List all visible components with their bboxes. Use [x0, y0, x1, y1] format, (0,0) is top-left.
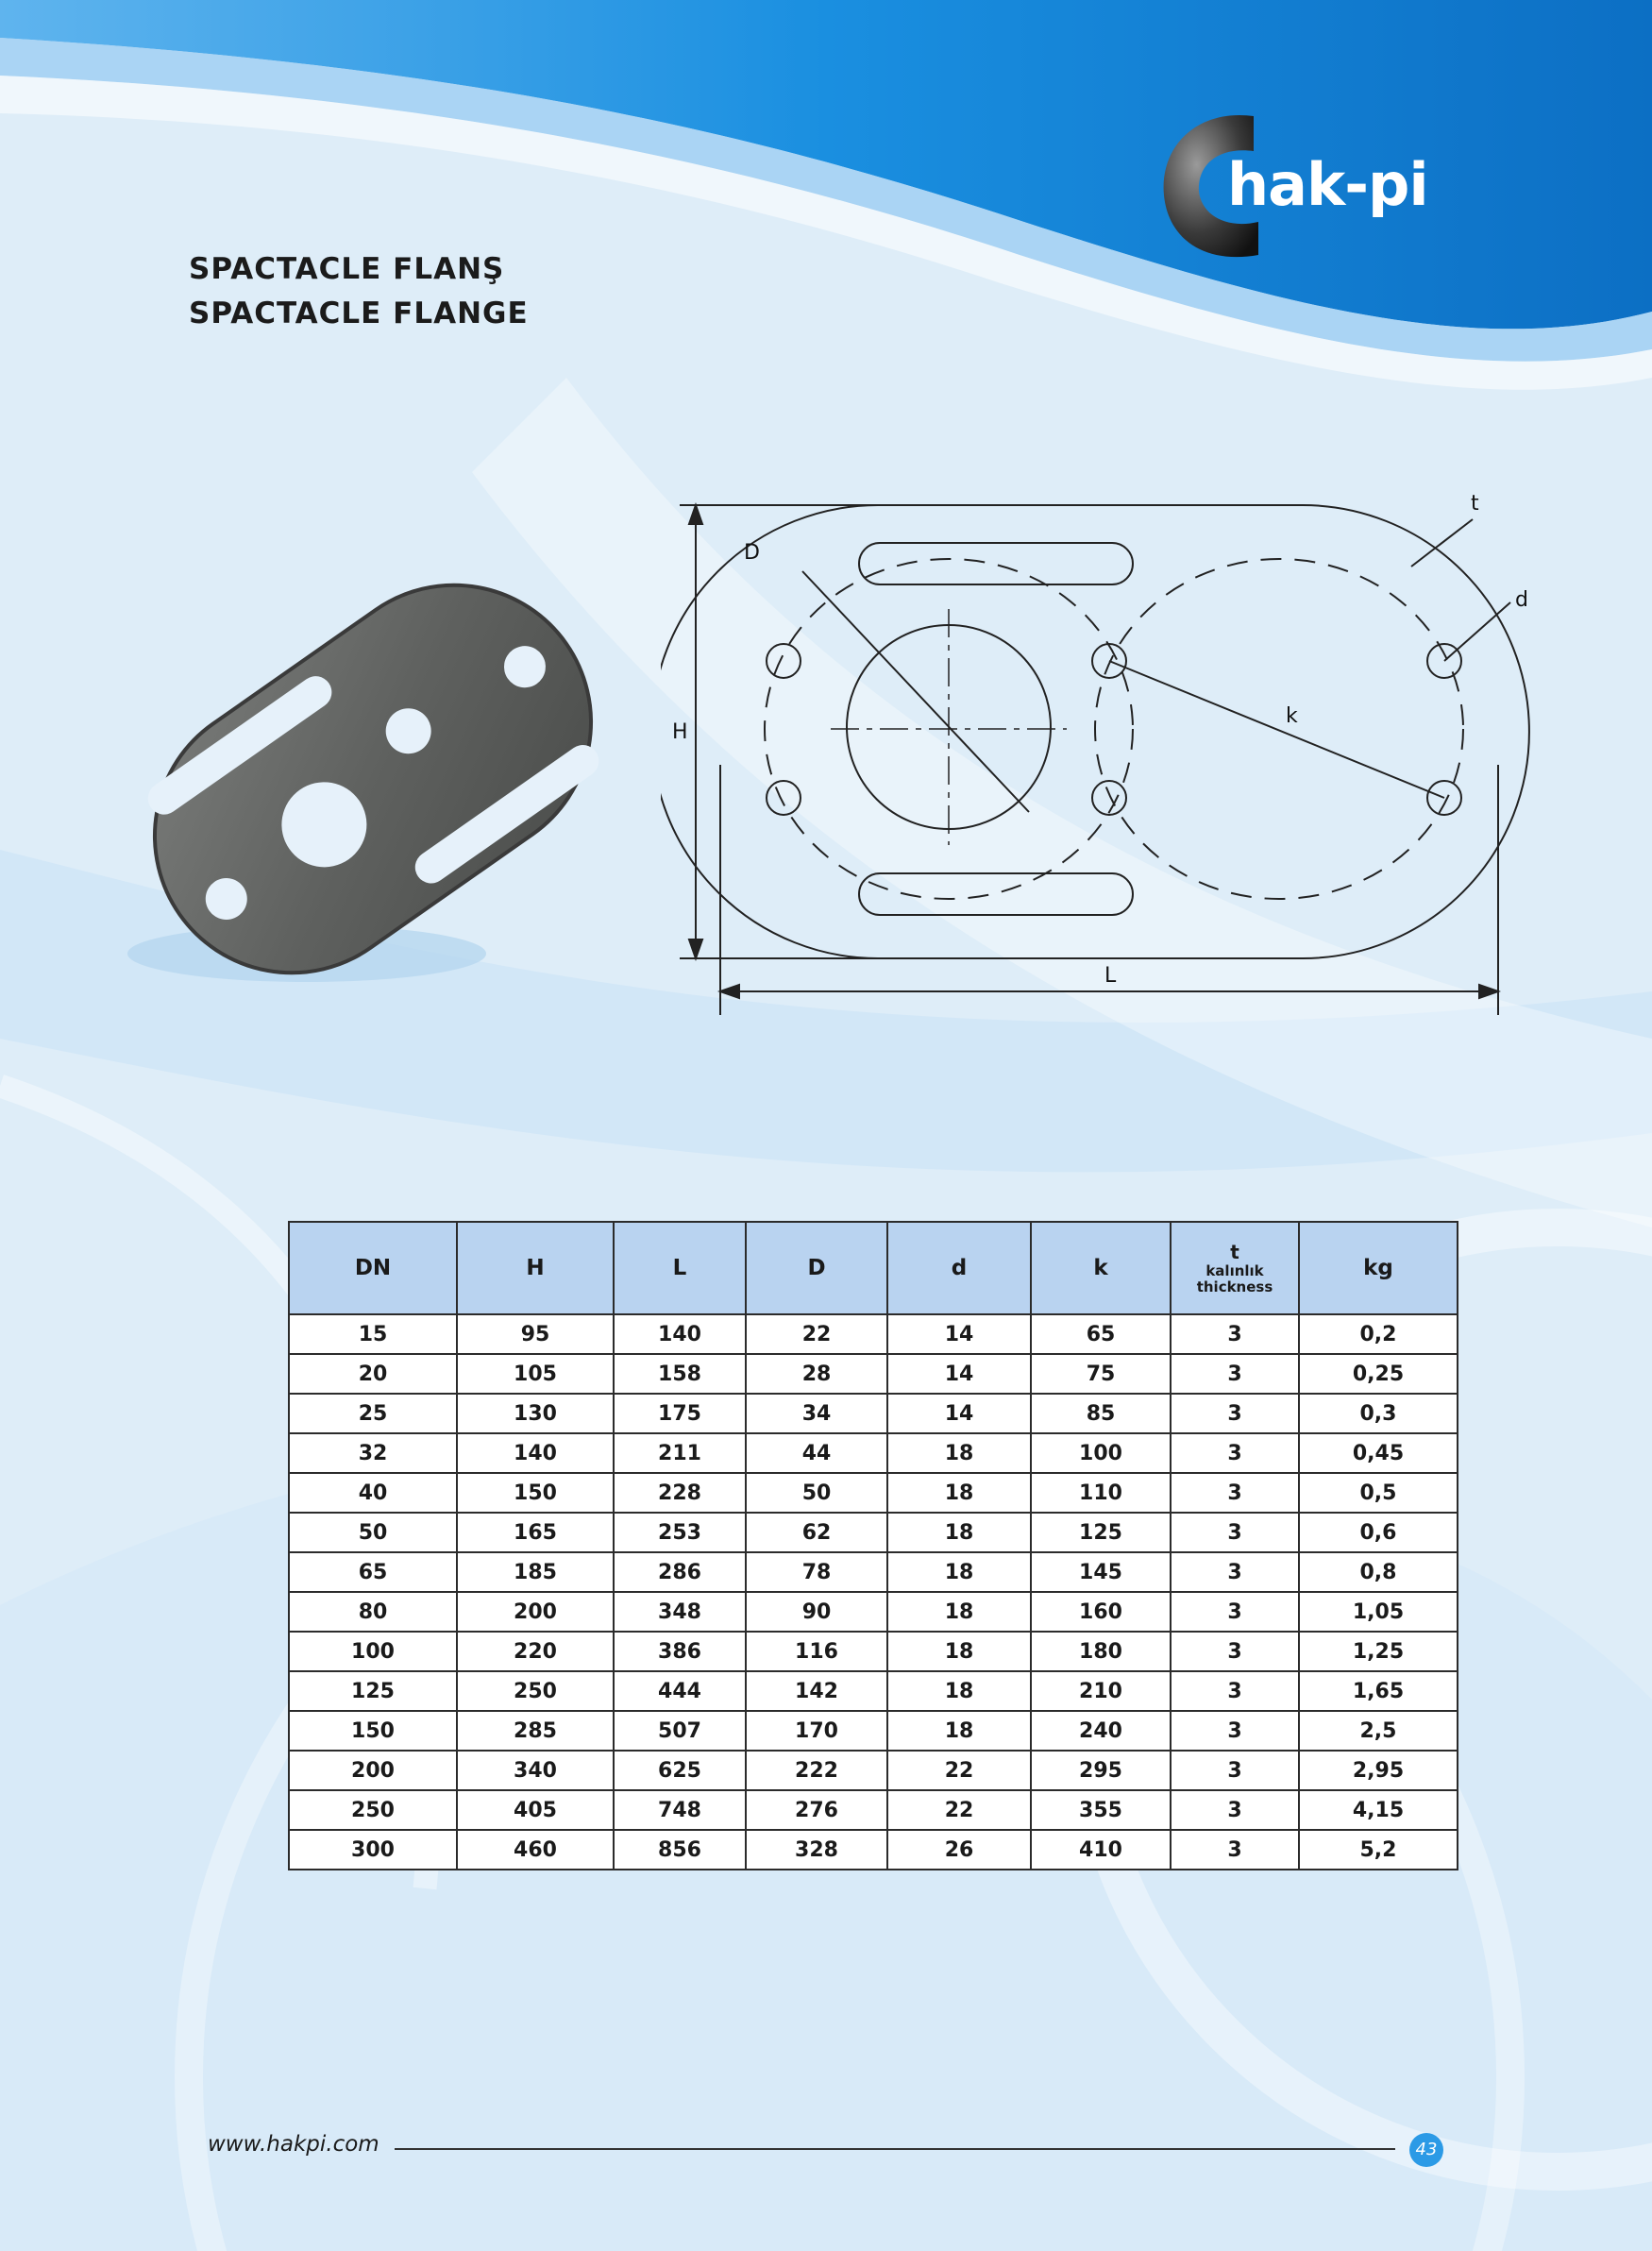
table-cell: 44: [746, 1433, 887, 1473]
table-cell: 14: [887, 1394, 1031, 1433]
dimension-table: [288, 1221, 1458, 1870]
table-row: [289, 1513, 1458, 1552]
col-kg: kg: [1299, 1222, 1458, 1314]
table-row: [289, 1790, 1458, 1830]
table-cell: 625: [614, 1751, 746, 1790]
logo-wordmark: hak-pi: [1227, 150, 1428, 219]
table-cell: 3: [1171, 1711, 1299, 1751]
col-d-small: d: [887, 1222, 1031, 1314]
table-cell: 3: [1171, 1751, 1299, 1790]
table-cell: 40: [289, 1473, 457, 1513]
table-cell: 142: [746, 1671, 887, 1711]
title-turkish: SPACTACLE FLANŞ: [189, 252, 505, 286]
col-t-turkish: kalınlık: [1205, 1262, 1264, 1279]
col-t-symbol: t: [1230, 1241, 1239, 1263]
table-row: [289, 1394, 1458, 1433]
table-cell: 145: [1031, 1552, 1171, 1592]
label-t: t: [1471, 492, 1479, 516]
table-cell: 32: [289, 1433, 457, 1473]
table-cell: 95: [457, 1314, 614, 1354]
table-cell: 165: [457, 1513, 614, 1552]
table-cell: 2,95: [1299, 1751, 1458, 1790]
table-cell: 3: [1171, 1671, 1299, 1711]
table-cell: 170: [746, 1711, 887, 1751]
table-cell: 50: [289, 1513, 457, 1552]
table-cell: 100: [289, 1632, 457, 1671]
table-cell: 85: [1031, 1394, 1171, 1433]
table-cell: 286: [614, 1552, 746, 1592]
table-row: [289, 1314, 1458, 1354]
table-cell: 405: [457, 1790, 614, 1830]
table-cell: 5,2: [1299, 1830, 1458, 1870]
table-cell: 15: [289, 1314, 457, 1354]
table-cell: 22: [887, 1751, 1031, 1790]
table-cell: 220: [457, 1632, 614, 1671]
table-cell: 211: [614, 1433, 746, 1473]
table-cell: 18: [887, 1711, 1031, 1751]
page-number: 43: [1409, 2133, 1443, 2167]
table-cell: 180: [1031, 1632, 1171, 1671]
brand-logo: [1159, 109, 1471, 269]
table-cell: 285: [457, 1711, 614, 1751]
table-cell: 228: [614, 1473, 746, 1513]
table-cell: 150: [457, 1473, 614, 1513]
table-cell: 0,25: [1299, 1354, 1458, 1394]
table-cell: 3: [1171, 1513, 1299, 1552]
table-cell: 14: [887, 1354, 1031, 1394]
table-cell: 2,5: [1299, 1711, 1458, 1751]
label-L: L: [1104, 964, 1117, 988]
table-cell: 125: [1031, 1513, 1171, 1552]
col-t-english: thickness: [1196, 1278, 1273, 1295]
table-cell: 18: [887, 1513, 1031, 1552]
table-row: [289, 1433, 1458, 1473]
table-cell: 18: [887, 1671, 1031, 1711]
col-t: [1171, 1222, 1299, 1314]
product-photo: [118, 557, 628, 1001]
table-cell: 3: [1171, 1354, 1299, 1394]
table-cell: 1,25: [1299, 1632, 1458, 1671]
table-cell: 3: [1171, 1433, 1299, 1473]
footer-rule: [395, 2148, 1395, 2150]
table-cell: 3: [1171, 1632, 1299, 1671]
table-cell: 210: [1031, 1671, 1171, 1711]
table-cell: 26: [887, 1830, 1031, 1870]
table-row: [289, 1830, 1458, 1870]
table-cell: 222: [746, 1751, 887, 1790]
table-cell: 80: [289, 1592, 457, 1632]
table-cell: 328: [746, 1830, 887, 1870]
table-cell: 507: [614, 1711, 746, 1751]
table-cell: 0,8: [1299, 1552, 1458, 1592]
table-cell: 78: [746, 1552, 887, 1592]
table-cell: 300: [289, 1830, 457, 1870]
table-cell: 856: [614, 1830, 746, 1870]
table-cell: 158: [614, 1354, 746, 1394]
table-cell: 3: [1171, 1473, 1299, 1513]
table-cell: 18: [887, 1473, 1031, 1513]
table-cell: 18: [887, 1433, 1031, 1473]
label-H: H: [672, 720, 688, 744]
table-cell: 340: [457, 1751, 614, 1790]
table-cell: 130: [457, 1394, 614, 1433]
col-h: H: [457, 1222, 614, 1314]
table-row: [289, 1552, 1458, 1592]
table-cell: 18: [887, 1592, 1031, 1632]
table-cell: 3: [1171, 1552, 1299, 1592]
table-cell: 28: [746, 1354, 887, 1394]
table-cell: 3: [1171, 1314, 1299, 1354]
table-cell: 444: [614, 1671, 746, 1711]
table-cell: 748: [614, 1790, 746, 1830]
label-D: D: [744, 541, 760, 565]
table-cell: 0,45: [1299, 1433, 1458, 1473]
table-cell: 200: [289, 1751, 457, 1790]
table-cell: 50: [746, 1473, 887, 1513]
technical-drawing: [661, 482, 1558, 1029]
table-cell: 3: [1171, 1592, 1299, 1632]
table-row: [289, 1592, 1458, 1632]
table-cell: 4,15: [1299, 1790, 1458, 1830]
table-cell: 0,3: [1299, 1394, 1458, 1433]
table-cell: 253: [614, 1513, 746, 1552]
table-cell: 295: [1031, 1751, 1171, 1790]
table-cell: 3: [1171, 1394, 1299, 1433]
table-cell: 140: [457, 1433, 614, 1473]
table-cell: 1,65: [1299, 1671, 1458, 1711]
table-row: [289, 1751, 1458, 1790]
table-cell: 0,6: [1299, 1513, 1458, 1552]
table-cell: 22: [887, 1790, 1031, 1830]
table-cell: 105: [457, 1354, 614, 1394]
table-cell: 0,2: [1299, 1314, 1458, 1354]
table-cell: 25: [289, 1394, 457, 1433]
footer-website: www.hakpi.com: [208, 2132, 379, 2157]
table-cell: 34: [746, 1394, 887, 1433]
table-cell: 62: [746, 1513, 887, 1552]
table-cell: 110: [1031, 1473, 1171, 1513]
table-row: [289, 1473, 1458, 1513]
col-l: L: [614, 1222, 746, 1314]
table-cell: 150: [289, 1711, 457, 1751]
table-cell: 0,5: [1299, 1473, 1458, 1513]
table-cell: 250: [289, 1790, 457, 1830]
table-cell: 65: [289, 1552, 457, 1592]
table-cell: 1,05: [1299, 1592, 1458, 1632]
label-d: d: [1515, 588, 1528, 612]
table-cell: 348: [614, 1592, 746, 1632]
table-cell: 175: [614, 1394, 746, 1433]
table-row: [289, 1711, 1458, 1751]
table-cell: 140: [614, 1314, 746, 1354]
table-cell: 20: [289, 1354, 457, 1394]
table-cell: 460: [457, 1830, 614, 1870]
table-cell: 185: [457, 1552, 614, 1592]
table-cell: 386: [614, 1632, 746, 1671]
label-k: k: [1286, 704, 1298, 728]
table-cell: 125: [289, 1671, 457, 1711]
table-cell: 18: [887, 1552, 1031, 1592]
col-k: k: [1031, 1222, 1171, 1314]
table-cell: 3: [1171, 1790, 1299, 1830]
table-cell: 22: [746, 1314, 887, 1354]
table-row: [289, 1354, 1458, 1394]
table-cell: 160: [1031, 1592, 1171, 1632]
table-cell: 240: [1031, 1711, 1171, 1751]
table-cell: 355: [1031, 1790, 1171, 1830]
table-cell: 200: [457, 1592, 614, 1632]
page-title: [189, 247, 529, 336]
table-cell: 14: [887, 1314, 1031, 1354]
table-cell: 100: [1031, 1433, 1171, 1473]
table-row: [289, 1671, 1458, 1711]
table-row: [289, 1632, 1458, 1671]
table-cell: 276: [746, 1790, 887, 1830]
table-header-row: [289, 1222, 1458, 1314]
table-cell: 410: [1031, 1830, 1171, 1870]
col-d-big: D: [746, 1222, 887, 1314]
table-cell: 90: [746, 1592, 887, 1632]
table-cell: 116: [746, 1632, 887, 1671]
col-dn: DN: [289, 1222, 457, 1314]
table-cell: 3: [1171, 1830, 1299, 1870]
title-english: SPACTACLE FLANGE: [189, 296, 529, 330]
table-cell: 75: [1031, 1354, 1171, 1394]
table-body: [289, 1314, 1458, 1870]
table-cell: 18: [887, 1632, 1031, 1671]
table-cell: 65: [1031, 1314, 1171, 1354]
table-cell: 250: [457, 1671, 614, 1711]
